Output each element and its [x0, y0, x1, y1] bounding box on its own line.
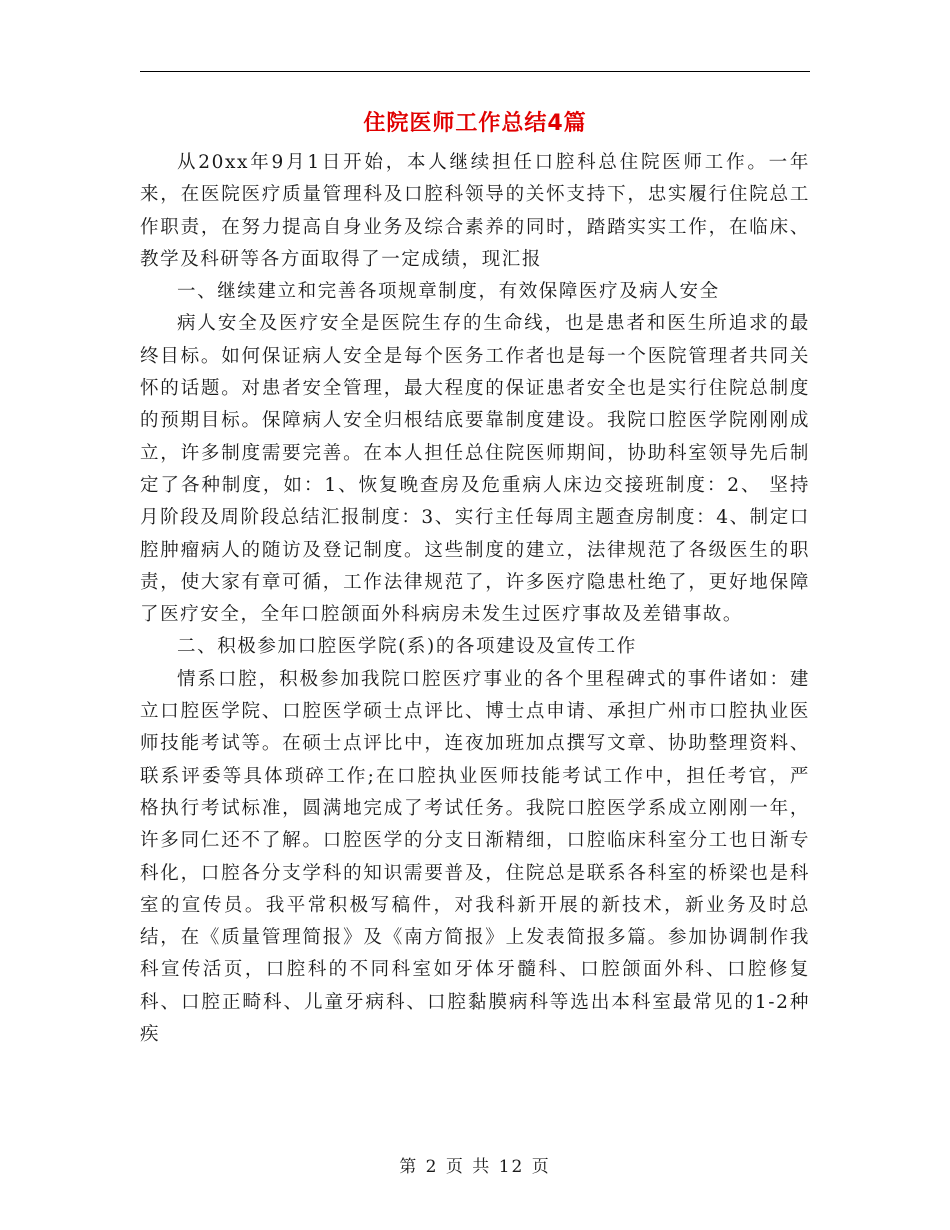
section-heading-2: 二、积极参加口腔医学院(系)的各项建设及宣传工作: [177, 636, 637, 658]
document-body: [140, 147, 810, 1051]
intro-paragraph: 从20xx年9月1日开始，本人继续担任口腔科总住院医师工作。一年来，在医院医疗质量管理科及口腔科领导的关怀支持下，忠实履行住院总工作职责，在努力提高自身业务及综合素养的同时，踏踏实实工作，在临床、教学及科研等各方面取得了一定成绩，现汇报: [140, 152, 810, 270]
section-2-paragraph: 情系口腔，积极参加我院口腔医疗事业的各个里程碑式的事件诸如：建立口腔医学院、口腔医学硕士点评比、博士点申请、承担广州市口腔执业医师技能考试等。在硕士点评比中，连夜加班加点撰写文章、协助整理资料、联系评委等具体琐碎工作;在口腔执业医师技能考试工作中，担任考官，严格执行考试标准，圆满地完成了考试任务。我院口腔医学系成立刚刚一年，许多同仁还不了解。口腔医学的分支日渐精细，口腔临床科室分工也日渐专科化，口腔各分支学科的知识需要普及，住院总是联系各科室的桥梁也是科室的宣传员。我平常积极写稿件，对我科新开展的新技术，新业务及时总结，在《质量管理简报》及《南方简报》上发表简报多篇。参加协调制作我科宣传活页，口腔科的不同科室如牙体牙髓科、口腔颌面外科、口腔修复科、口腔正畸科、儿童牙病科、口腔黏膜病科等选出本科室最常见的1-2种疾: [140, 668, 810, 1046]
section-heading-1: 一、继续建立和完善各项规章制度，有效保障医疗及病人安全: [177, 281, 720, 303]
header-rule: [140, 71, 810, 72]
page-number: 第 2 页 共 12 页: [399, 1157, 551, 1177]
section-1-paragraph: 病人安全及医疗安全是医院生存的生命线，也是患者和医生所追求的最终目标。如何保证病人安全是每个医务工作者也是每一个医院管理者共同关怀的话题。对患者安全管理，最大程度的保证患者安全也是实行住院总制度的预期目标。保障病人安全归根结底要靠制度建设。我院口腔医学院刚刚成立，许多制度需要完善。在本人担任总住院医师期间，协助科室领导先后制定了各种制度，如：1、恢复晚查房及危重病人床边交接班制度：2、 坚持月阶段及周阶段总结汇报制度：3、实行主任每周主题查房制度：4、制定口腔肿瘤病人的随访及登记制度。这些制度的建立，法律规范了各级医生的职责，使大家有章可循，工作法律规范了，许多医疗隐患杜绝了，更好地保障了医疗安全，全年口腔颌面外科病房未发生过医疗事故及差错事故。: [140, 313, 810, 626]
document-title: 住院医师工作总结4篇: [363, 111, 587, 136]
